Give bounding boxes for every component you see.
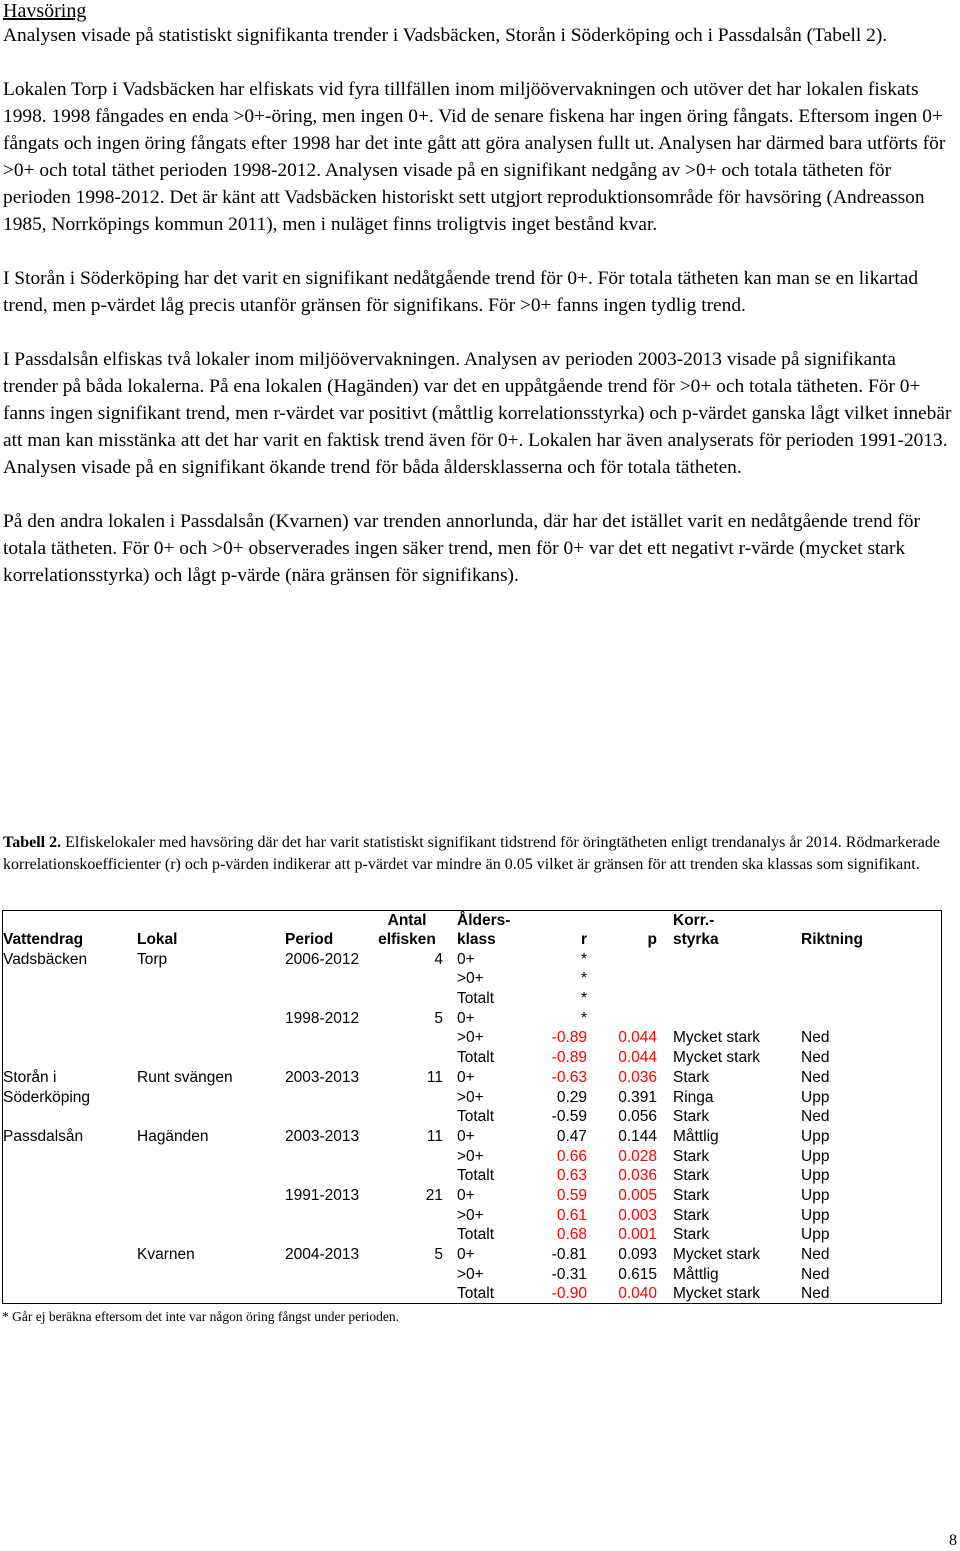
cell-p: 0.036	[618, 1068, 657, 1086]
cell-lokal	[137, 1284, 285, 1304]
cell-lokal: Runt svängen	[137, 1068, 233, 1086]
paragraph-5: På den andra lokalen i Passdalsån (Kvarnen) var trenden annorlunda, där har det istället varit en nedåtgående trend för totala tätheten. För 0+ och >0+ observerades ingen säker trend, men för 0+ var det ett negativt r-värde (mycket stark korrelationsstyrka) och lågt p-värde (nära gränsen för signifikans).	[3, 511, 920, 586]
cell-r: *	[580, 950, 587, 968]
table-row	[3, 1067, 941, 1087]
cell-p	[587, 988, 657, 1008]
cell-p: 0.003	[618, 1206, 657, 1224]
cell-alder: Totalt	[457, 1285, 495, 1303]
cell-riktning: Upp	[801, 1206, 830, 1224]
header-aldersklass	[443, 911, 545, 949]
cell-antal: 4	[434, 950, 443, 968]
paragraph-2: Lokalen Torp i Vadsbäcken har elfiskats vid fyra tillfällen inom miljöövervakningen och utöver det har lokalen fiskats 1998. 1998 fångades en enda >0+-öring, men ingen 0+. Vid de senare fiskena har ingen öring fångats. Eftersom ingen 0+ fångats och ingen öring fångats efter 1998 har det inte gått att göra analysen fullt ut. Analysen har därmed bara utförts för >0+ och total täthet perioden 1998-2012. Analysen visade på en signifikant nedgång av >0+ och totala tätheten för perioden 1998-2012. Det är känt att Vadsbäcken historiskt sett utgjort reproduktionsområde för havsöring (Andreasson 1985, Norrköpings kommun 2011), men i nuläget finns troligtvis inget bestånd kvar.	[3, 79, 946, 235]
cell-riktning	[801, 988, 941, 1008]
cell-p: 0.144	[618, 1127, 657, 1145]
cell-r: -0.63	[551, 1068, 587, 1086]
cell-p: 0.005	[618, 1186, 657, 1204]
table-row	[3, 1185, 941, 1205]
cell-riktning: Ned	[801, 1049, 830, 1067]
header-antal-elfisken	[371, 911, 443, 949]
table-row	[3, 1225, 941, 1245]
cell-period: 2006-2012	[285, 950, 360, 968]
cell-vattendrag: Söderköping	[3, 1088, 91, 1106]
cell-antal	[371, 988, 443, 1008]
cell-antal	[371, 1146, 443, 1166]
cell-korr: Mycket stark	[673, 1285, 760, 1303]
cell-riktning	[801, 949, 941, 969]
cell-korr: Stark	[673, 1226, 710, 1244]
cell-p: 0.001	[618, 1226, 657, 1244]
cell-alder: Totalt	[457, 1108, 495, 1126]
cell-period	[285, 1087, 371, 1107]
cell-riktning: Ned	[801, 1108, 830, 1126]
cell-riktning: Upp	[801, 1186, 830, 1204]
cell-period	[285, 1107, 371, 1127]
table-row	[3, 969, 941, 989]
cell-antal	[371, 1205, 443, 1225]
cell-r: -0.89	[551, 1049, 587, 1067]
cell-riktning: Ned	[801, 1246, 830, 1263]
cell-lokal: Torp	[137, 950, 168, 968]
cell-period	[285, 1047, 371, 1067]
cell-alder: Totalt	[457, 1226, 495, 1244]
cell-period	[285, 1284, 371, 1304]
cell-lokal	[137, 1008, 285, 1028]
header-korr-line1: Korr.-	[673, 912, 715, 929]
cell-antal: 5	[434, 1009, 443, 1027]
cell-korr: Stark	[673, 1147, 710, 1165]
cell-riktning: Upp	[801, 1147, 830, 1165]
paragraph-3: I Storån i Söderköping har det varit en signifikant nedåtgående trend för 0+. För totala tätheten kan man se en likartad trend, men p-värdet låg precis utanför gränsen för signifikans. För >0+ fanns ingen tydlig trend.	[3, 268, 919, 316]
cell-r: 0.63	[556, 1167, 587, 1185]
cell-r: -0.31	[551, 1265, 587, 1283]
cell-alder: >0+	[457, 1206, 484, 1224]
cell-lokal	[137, 1028, 285, 1048]
cell-lokal: Kvarnen	[137, 1246, 195, 1263]
cell-alder: >0+	[457, 970, 484, 988]
table-row	[3, 1028, 941, 1048]
cell-alder: 0+	[457, 1068, 475, 1086]
table-row	[3, 1264, 941, 1284]
cell-alder: 0+	[457, 1246, 475, 1263]
cell-p	[587, 1008, 657, 1028]
cell-r: -0.59	[551, 1108, 587, 1126]
cell-p: 0.044	[618, 1029, 657, 1047]
table-row	[3, 1087, 941, 1107]
document-page	[3, 0, 953, 589]
cell-alder: 0+	[457, 950, 475, 968]
table-caption	[3, 832, 953, 876]
cell-lokal	[137, 988, 285, 1008]
cell-riktning: Upp	[801, 1088, 830, 1106]
cell-riktning: Upp	[801, 1127, 830, 1145]
cell-korr: Mycket stark	[673, 1049, 760, 1067]
cell-p: 0.040	[618, 1285, 657, 1303]
cell-r: 0.59	[556, 1186, 587, 1204]
cell-korr	[657, 969, 801, 989]
section-heading: Havsöring	[3, 0, 87, 22]
cell-antal: 5	[434, 1246, 443, 1263]
cell-riktning	[801, 969, 941, 989]
cell-korr: Stark	[673, 1206, 710, 1224]
cell-p: 0.093	[618, 1246, 657, 1263]
table-caption-label: Tabell 2.	[3, 834, 62, 851]
header-alder-line2: klass	[457, 931, 496, 948]
cell-vattendrag	[3, 1008, 137, 1028]
cell-vattendrag	[3, 1284, 137, 1304]
cell-antal	[371, 1166, 443, 1186]
table-row	[3, 1244, 941, 1264]
cell-p	[587, 969, 657, 989]
cell-korr	[657, 1008, 801, 1028]
cell-riktning: Ned	[801, 1068, 830, 1086]
header-alder-line1: Ålders-	[457, 912, 511, 929]
cell-antal	[371, 1284, 443, 1304]
cell-vattendrag	[3, 1225, 137, 1245]
cell-period: 1991-2013	[285, 1186, 360, 1204]
cell-period: 1998-2012	[285, 1009, 360, 1027]
cell-vattendrag	[3, 1146, 137, 1166]
cell-p: 0.044	[618, 1049, 657, 1067]
cell-lokal	[137, 1264, 285, 1284]
table-row	[3, 1205, 941, 1225]
cell-korr	[657, 949, 801, 969]
cell-vattendrag	[3, 1166, 137, 1186]
cell-r: -0.89	[551, 1029, 587, 1047]
table-header-row	[3, 911, 941, 949]
cell-period	[285, 1166, 371, 1186]
table-row	[3, 949, 941, 969]
cell-r: *	[580, 1009, 587, 1027]
header-vattendrag: Vattendrag	[3, 931, 84, 948]
cell-r: 0.47	[556, 1127, 587, 1145]
cell-r: -0.90	[551, 1285, 587, 1303]
header-p: p	[647, 931, 657, 948]
cell-korr: Mycket stark	[673, 1246, 760, 1263]
cell-alder: Totalt	[457, 990, 495, 1008]
cell-vattendrag	[3, 1244, 137, 1264]
data-table	[2, 910, 942, 1304]
cell-korr: Mycket stark	[673, 1029, 760, 1047]
cell-antal	[371, 1264, 443, 1284]
cell-p	[587, 949, 657, 969]
header-r: r	[580, 931, 587, 948]
cell-vattendrag	[3, 988, 137, 1008]
cell-r: -0.81	[551, 1246, 587, 1263]
header-korrelationsstyrka	[657, 911, 801, 949]
cell-lokal: Hagänden	[137, 1127, 209, 1145]
cell-alder: >0+	[457, 1088, 484, 1106]
table-body	[3, 949, 941, 1303]
cell-period	[285, 969, 371, 989]
cell-antal: 21	[425, 1186, 443, 1204]
cell-riktning: Upp	[801, 1167, 830, 1185]
table-row	[3, 1166, 941, 1186]
header-antal-line1: Antal	[387, 912, 427, 929]
cell-period	[285, 1028, 371, 1048]
cell-period: 2004-2013	[285, 1246, 360, 1263]
cell-vattendrag	[3, 1185, 137, 1205]
cell-period	[285, 988, 371, 1008]
table-caption-text: Elfiskelokaler med havsöring där det har varit statistiskt signifikant tidstrend för öringtätheten enligt trendanalys år 2014. Rödmarkerade korrelationskoefficienter (r) och p-värden indikerar att p-värdet var mindre än 0.05 vilket är gränsen för att trenden ska klassas som signifikant.	[3, 834, 940, 873]
cell-antal	[371, 1047, 443, 1067]
cell-r: 0.29	[556, 1088, 587, 1106]
cell-vattendrag	[3, 1205, 137, 1225]
cell-period	[285, 1264, 371, 1284]
table-row	[3, 1107, 941, 1127]
cell-period	[285, 1205, 371, 1225]
cell-lokal	[137, 1166, 285, 1186]
header-antal-line2: elfisken	[378, 931, 436, 948]
cell-lokal	[137, 1047, 285, 1067]
table-footnote: * Går ej beräkna eftersom det inte var någon öring fångst under perioden.	[2, 1309, 399, 1324]
header-period: Period	[285, 931, 334, 948]
cell-vattendrag: Storån i	[3, 1068, 57, 1086]
cell-korr: Stark	[673, 1108, 710, 1126]
cell-korr: Stark	[673, 1167, 710, 1185]
table-row	[3, 1008, 941, 1028]
cell-alder: 0+	[457, 1127, 475, 1145]
cell-lokal	[137, 1107, 285, 1127]
cell-riktning: Ned	[801, 1265, 830, 1283]
cell-r: *	[580, 990, 587, 1008]
cell-korr: Ringa	[673, 1088, 714, 1106]
cell-period	[285, 1225, 371, 1245]
cell-alder: >0+	[457, 1029, 484, 1047]
cell-riktning	[801, 1008, 941, 1028]
table-row	[3, 1047, 941, 1067]
cell-antal: 11	[426, 1127, 443, 1145]
cell-korr: Stark	[673, 1186, 710, 1204]
cell-vattendrag	[3, 969, 137, 989]
cell-antal	[371, 1087, 443, 1107]
cell-lokal	[137, 1225, 285, 1245]
cell-korr	[657, 988, 801, 1008]
cell-p: 0.028	[618, 1147, 657, 1165]
cell-period: 2003-2013	[285, 1068, 360, 1086]
table-row	[3, 1126, 941, 1146]
page-number: 8	[949, 1532, 957, 1549]
cell-antal	[371, 969, 443, 989]
cell-alder: 0+	[457, 1186, 475, 1204]
cell-korr: Måttlig	[673, 1127, 719, 1145]
cell-alder: 0+	[457, 1009, 475, 1027]
cell-antal	[371, 1028, 443, 1048]
cell-lokal	[137, 969, 285, 989]
cell-period: 2003-2013	[285, 1127, 360, 1145]
cell-alder: Totalt	[457, 1049, 495, 1067]
cell-p: 0.036	[618, 1167, 657, 1185]
cell-lokal	[137, 1087, 285, 1107]
cell-antal	[371, 1225, 443, 1245]
cell-r: 0.68	[556, 1226, 587, 1244]
cell-p: 0.056	[618, 1108, 657, 1126]
cell-r: *	[580, 970, 587, 988]
cell-alder: >0+	[457, 1265, 484, 1283]
cell-r: 0.61	[556, 1206, 587, 1224]
cell-riktning: Upp	[801, 1226, 830, 1244]
cell-p: 0.615	[618, 1265, 657, 1283]
cell-antal	[371, 1107, 443, 1127]
paragraph-4: I Passdalsån elfiskas två lokaler inom miljöövervakningen. Analysen av perioden 2003-2013 visade på signifikanta trender på båda lokalerna. På ena lokalen (Hagänden) var det en uppåtgående trend för >0+ och totala tätheten. För 0+ fanns ingen signifikant trend, men r-värdet var positivt (måttlig korrelationsstyrka) och p-värdet ganska lågt vilket innebär att man kan misstänka att det har varit en faktisk trend även för 0+. Lokalen har även analyserats för perioden 1991-2013. Analysen visade på en signifikant ökande trend för båda åldersklasserna och för totala tätheten.	[3, 349, 952, 478]
cell-vattendrag	[3, 1264, 137, 1284]
table-row	[3, 1146, 941, 1166]
cell-korr: Måttlig	[673, 1265, 719, 1283]
table-row	[3, 988, 941, 1008]
cell-korr: Stark	[673, 1068, 710, 1086]
cell-vattendrag	[3, 1107, 137, 1127]
cell-r: 0.66	[556, 1147, 587, 1165]
header-lokal: Lokal	[137, 931, 178, 948]
cell-riktning: Ned	[801, 1029, 830, 1047]
cell-p: 0.391	[618, 1088, 657, 1106]
cell-lokal	[137, 1185, 285, 1205]
table-row	[3, 1284, 941, 1304]
cell-vattendrag	[3, 1047, 137, 1067]
cell-vattendrag: Passdalsån	[3, 1127, 84, 1145]
cell-riktning: Ned	[801, 1285, 830, 1303]
paragraph-1: Analysen visade på statistiskt signifikanta trender i Vadsbäcken, Storån i Söderköping och i Passdalsån (Tabell 2).	[3, 25, 888, 46]
cell-lokal	[137, 1205, 285, 1225]
cell-alder: >0+	[457, 1147, 484, 1165]
header-korr-line2: styrka	[673, 931, 719, 948]
cell-vattendrag: Vadsbäcken	[3, 950, 88, 968]
cell-antal: 11	[426, 1068, 443, 1086]
cell-period	[285, 1146, 371, 1166]
cell-alder: Totalt	[457, 1167, 495, 1185]
header-riktning: Riktning	[801, 931, 863, 948]
cell-lokal	[137, 1146, 285, 1166]
cell-vattendrag	[3, 1028, 137, 1048]
